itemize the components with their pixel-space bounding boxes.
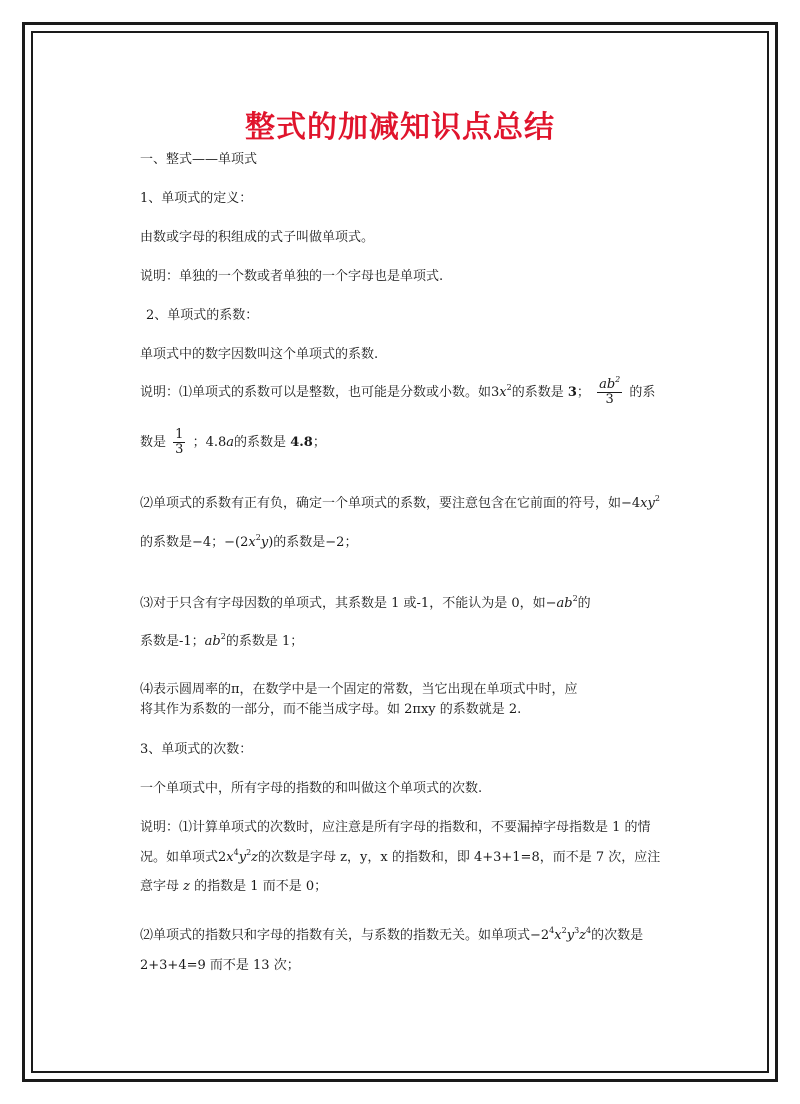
math-var: y (260, 535, 269, 550)
fraction-numerator: 1 (175, 427, 184, 442)
coefficient-value: 4.8 (290, 435, 313, 450)
fraction-denominator: 3 (605, 392, 614, 407)
text-span: 的次数是 (591, 928, 644, 943)
fraction-ab2-over-3 (597, 375, 622, 407)
definition-text: 由数或字母的积组成的式子叫做单项式。 (140, 230, 375, 245)
coefficient-value: 3 (567, 385, 577, 400)
degree-note-1-line-1: 说明：⑴计算单项式的次数时，应注意是所有字母的指数和，不要漏掉字母指数是 1 的情 (140, 820, 651, 835)
text-span: ； (312, 435, 326, 450)
coefficient-note-3-line-1 (140, 596, 591, 612)
degree-note-1-line-2 (140, 850, 660, 866)
math-exponent: 2 (572, 594, 578, 603)
coefficient-note-2-line-2 (140, 535, 357, 551)
math-var: xy (640, 496, 655, 511)
coefficient-note-1-line-2 (140, 428, 326, 457)
text-span: 说明：⑴单项式的系数可以是整数，也可能是分数或小数。如3 (140, 385, 500, 400)
math-var: x (248, 535, 256, 550)
text-span: 系数是-1； (140, 634, 205, 649)
math-exponent: 4 (233, 848, 239, 857)
text-span: 意字母 (140, 879, 180, 894)
text-span: 的系 (629, 385, 656, 400)
math-var: ab (556, 596, 573, 611)
math-var: y (566, 928, 575, 943)
page-inner-border (31, 31, 769, 1073)
math-exponent: 2 (506, 383, 512, 392)
text-span: 数是 (140, 435, 167, 450)
math-var: z (183, 879, 191, 894)
degree-text: 一个单项式中，所有字母的指数的和叫做这个单项式的次数. (140, 781, 483, 796)
text-span: ；4.8 (192, 435, 227, 450)
math-exponent: 2 (654, 494, 660, 503)
math-var: a (226, 435, 235, 450)
math-var: x (226, 850, 234, 865)
document-title: 整式的加减知识点总结 (245, 110, 555, 145)
degree-note-1-line-3 (140, 879, 327, 895)
definition-note: 说明：单独的一个数或者单独的一个字母也是单项式. (140, 269, 444, 284)
coefficient-note-2-line-1 (140, 496, 660, 512)
math-var: y (238, 850, 247, 865)
fraction-denominator: 3 (175, 442, 184, 457)
section-heading-monomial: 一、整式——单项式 (140, 152, 258, 167)
text-span: 的系数是 (511, 385, 564, 400)
text-span: 的 (577, 596, 591, 611)
math-exponent: 2 (561, 926, 567, 935)
text-span: 的系数是 1； (225, 634, 304, 649)
text-span: 的系数是 (234, 435, 287, 450)
math-exponent: 2 (255, 533, 261, 542)
degree-note-2-line-1 (140, 928, 643, 944)
degree-heading: 3、单项式的次数： (140, 742, 253, 757)
math-exponent: 4 (549, 926, 555, 935)
text-span: ⑶对于只含有字母因数的单项式，其系数是 1 或-1，不能认为是 0，如− (140, 596, 557, 611)
math-var: x (554, 928, 562, 943)
text-span: ⑵单项式的系数有正有负，确定一个单项式的系数，要注意包含在它前面的符号，如−4 (140, 496, 641, 511)
coefficient-note-3-line-2 (140, 634, 303, 650)
text-span: 的次数是字母 z，y，x 的指数和，即 4+3+1=8，而不是 7 次，应注 (258, 850, 661, 865)
fraction-numerator (597, 375, 622, 393)
coefficient-heading: 2、单项式的系数： (146, 308, 259, 323)
coefficient-text: 单项式中的数字因数叫这个单项式的系数. (140, 347, 379, 362)
math-exponent: 2 (246, 848, 252, 857)
text-span: ； (576, 385, 590, 400)
fraction-1-over-3 (173, 428, 185, 457)
coefficient-note-4-line-2: 将其作为系数的一部分，而不能当成字母。如 2πxy 的系数就是 2. (140, 702, 522, 717)
text-span: )的系数是−2； (268, 535, 358, 550)
math-var: z (251, 850, 259, 865)
math-var: ab (204, 634, 221, 649)
math-var: x (499, 385, 507, 400)
text-span: 况。如单项式2 (140, 850, 227, 865)
text-span: ⑵单项式的指数只和字母的指数有关，与系数的指数无关。如单项式−2 (140, 928, 550, 943)
coefficient-note-1-line-1 (140, 375, 656, 407)
math-exponent: 2 (220, 632, 226, 641)
math-var: z (579, 928, 587, 943)
math-var: ab (599, 377, 616, 392)
math-exponent: 4 (586, 926, 592, 935)
definition-heading: 1、单项式的定义： (140, 191, 253, 206)
text-span: 的指数是 1 而不是 0； (194, 879, 328, 894)
coefficient-note-4-line-1: ⑷表示圆周率的π，在数学中是一个固定的常数，当它出现在单项式中时，应 (140, 682, 578, 697)
degree-note-2-line-2: 2+3+4=9 而不是 13 次； (140, 958, 300, 973)
math-exponent: 3 (574, 926, 580, 935)
text-span: 的系数是−4；−(2 (140, 535, 249, 550)
math-exponent: 2 (615, 375, 621, 384)
